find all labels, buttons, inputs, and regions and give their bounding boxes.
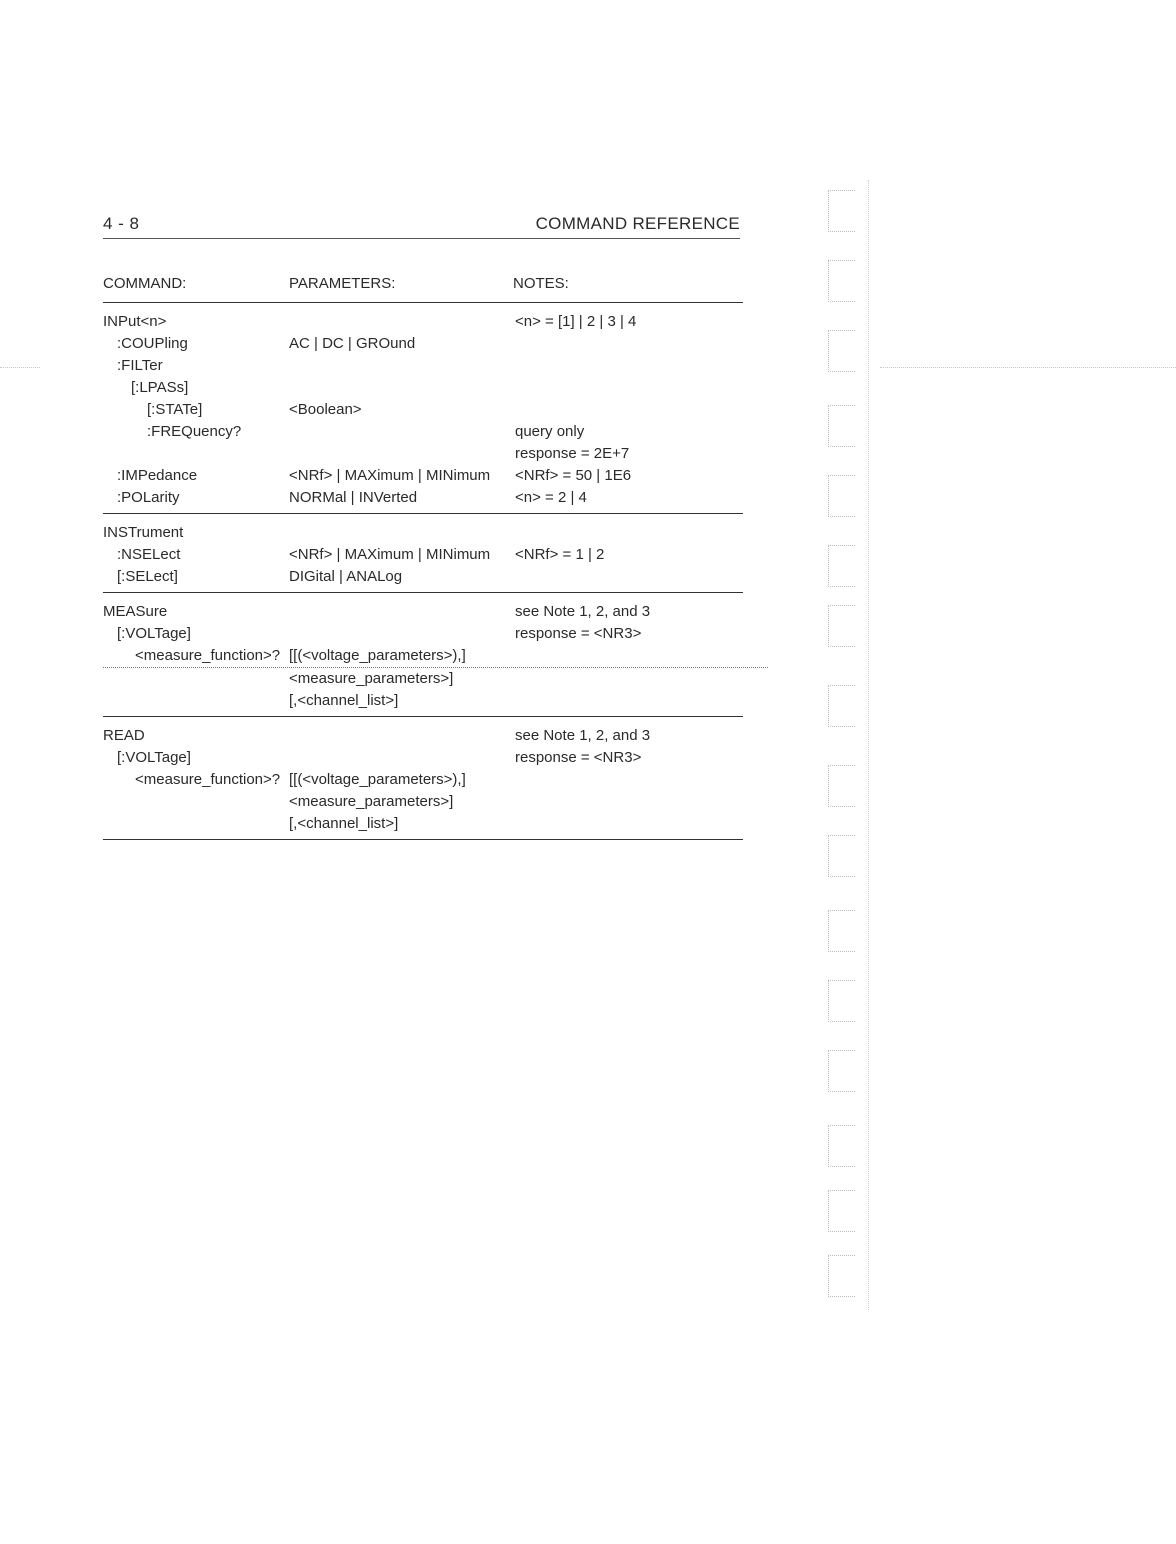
- index-tab: [828, 545, 855, 587]
- parameters-cell: [,<channel_list>]: [289, 815, 399, 832]
- table-row: [103, 601, 743, 623]
- command-cell: :FREQuency?: [147, 423, 242, 440]
- scan-divider-line-left: [0, 367, 40, 368]
- index-tab: [828, 260, 855, 302]
- command-cell: :POLarity: [117, 489, 180, 506]
- table-row: [103, 566, 743, 588]
- notes-cell: see Note 1, 2, and 3: [515, 603, 651, 620]
- parameters-cell: [[(<voltage_parameters>),]: [289, 647, 466, 664]
- index-tab: [828, 980, 855, 1022]
- command-cell: [:VOLTage]: [117, 625, 191, 642]
- command-cell: :COUPling: [117, 335, 188, 352]
- command-cell: [:LPASs]: [131, 379, 189, 396]
- scan-divider-line-right: [880, 367, 1176, 368]
- index-tab: [828, 475, 855, 517]
- table-row: [103, 522, 743, 544]
- command-cell: <measure_function>?: [135, 647, 281, 664]
- index-tab: [828, 190, 855, 232]
- index-tab: [828, 835, 855, 877]
- command-cell: :IMPedance: [117, 467, 198, 484]
- parameters-cell: <NRf> | MAXimum | MINimum: [289, 546, 491, 563]
- table-row: [103, 443, 743, 465]
- section-title: COMMAND REFERENCE: [535, 214, 740, 233]
- table-row: [103, 725, 743, 747]
- tab-strip-edge: [868, 180, 869, 1310]
- command-cell: INPut<n>: [103, 313, 167, 330]
- table-row: [103, 747, 743, 769]
- table-row: [103, 813, 743, 835]
- notes-cell: response = <NR3>: [515, 749, 642, 766]
- command-group-instrument: [103, 514, 743, 593]
- notes-cell: <n> = [1] | 2 | 3 | 4: [515, 313, 637, 330]
- parameters-cell: <Boolean>: [289, 401, 362, 418]
- column-headers: [103, 272, 743, 303]
- table-row: [103, 623, 743, 645]
- notes-cell: <NRf> = 50 | 1E6: [515, 467, 632, 484]
- command-group-measure: [103, 593, 743, 717]
- table-row: [103, 769, 743, 791]
- column-header-notes: NOTES:: [513, 275, 569, 292]
- page-number: 4 - 8: [103, 214, 140, 233]
- table-row: [103, 690, 743, 712]
- index-tab: [828, 1255, 855, 1297]
- command-cell: MEASure: [103, 603, 168, 620]
- index-tab: [828, 330, 855, 372]
- index-tab-strip: [820, 180, 880, 1310]
- index-tab: [828, 910, 855, 952]
- command-cell: [:VOLTage]: [117, 749, 191, 766]
- index-tab: [828, 605, 855, 647]
- table-row: [103, 311, 743, 333]
- notes-cell: query only: [515, 423, 585, 440]
- table-row: [103, 421, 743, 443]
- index-tab: [828, 1125, 855, 1167]
- command-cell: :NSELect: [117, 546, 181, 563]
- column-header-parameters: PARAMETERS:: [289, 275, 396, 292]
- notes-cell: <n> = 2 | 4: [515, 489, 587, 506]
- parameters-cell: [,<channel_list>]: [289, 692, 399, 709]
- index-tab: [828, 1190, 855, 1232]
- command-cell: READ: [103, 727, 145, 744]
- command-cell: INSTrument: [103, 524, 184, 541]
- notes-cell: <NRf> = 1 | 2: [515, 546, 605, 563]
- table-row: [103, 333, 743, 355]
- notes-cell: response = 2E+7: [515, 445, 630, 462]
- parameters-cell: AC | DC | GROund: [289, 335, 416, 352]
- table-row: [103, 377, 743, 399]
- command-cell: <measure_function>?: [135, 771, 281, 788]
- parameters-cell: <measure_parameters>]: [289, 793, 454, 810]
- index-tab: [828, 405, 855, 447]
- table-row: [103, 465, 743, 487]
- parameters-cell: NORMal | INVerted: [289, 489, 418, 506]
- parameters-cell: [[(<voltage_parameters>),]: [289, 771, 466, 788]
- index-tab: [828, 685, 855, 727]
- table-row: [103, 355, 743, 377]
- page-header: [103, 212, 740, 239]
- notes-cell: response = <NR3>: [515, 625, 642, 642]
- command-table: [103, 272, 743, 840]
- command-cell: [:SELect]: [117, 568, 178, 585]
- table-row: [103, 399, 743, 421]
- table-row: [103, 544, 743, 566]
- index-tab: [828, 1050, 855, 1092]
- command-group-input: [103, 303, 743, 514]
- table-row: [103, 668, 743, 690]
- table-row: [103, 645, 768, 668]
- command-cell: [:STATe]: [147, 401, 203, 418]
- column-header-command: COMMAND:: [103, 275, 187, 292]
- command-group-read: [103, 717, 743, 840]
- parameters-cell: <measure_parameters>]: [289, 670, 454, 687]
- command-cell: :FILTer: [117, 357, 163, 374]
- notes-cell: see Note 1, 2, and 3: [515, 727, 651, 744]
- table-row: [103, 791, 743, 813]
- table-row: [103, 487, 743, 509]
- parameters-cell: DIGital | ANALog: [289, 568, 403, 585]
- parameters-cell: <NRf> | MAXimum | MINimum: [289, 467, 491, 484]
- index-tab: [828, 765, 855, 807]
